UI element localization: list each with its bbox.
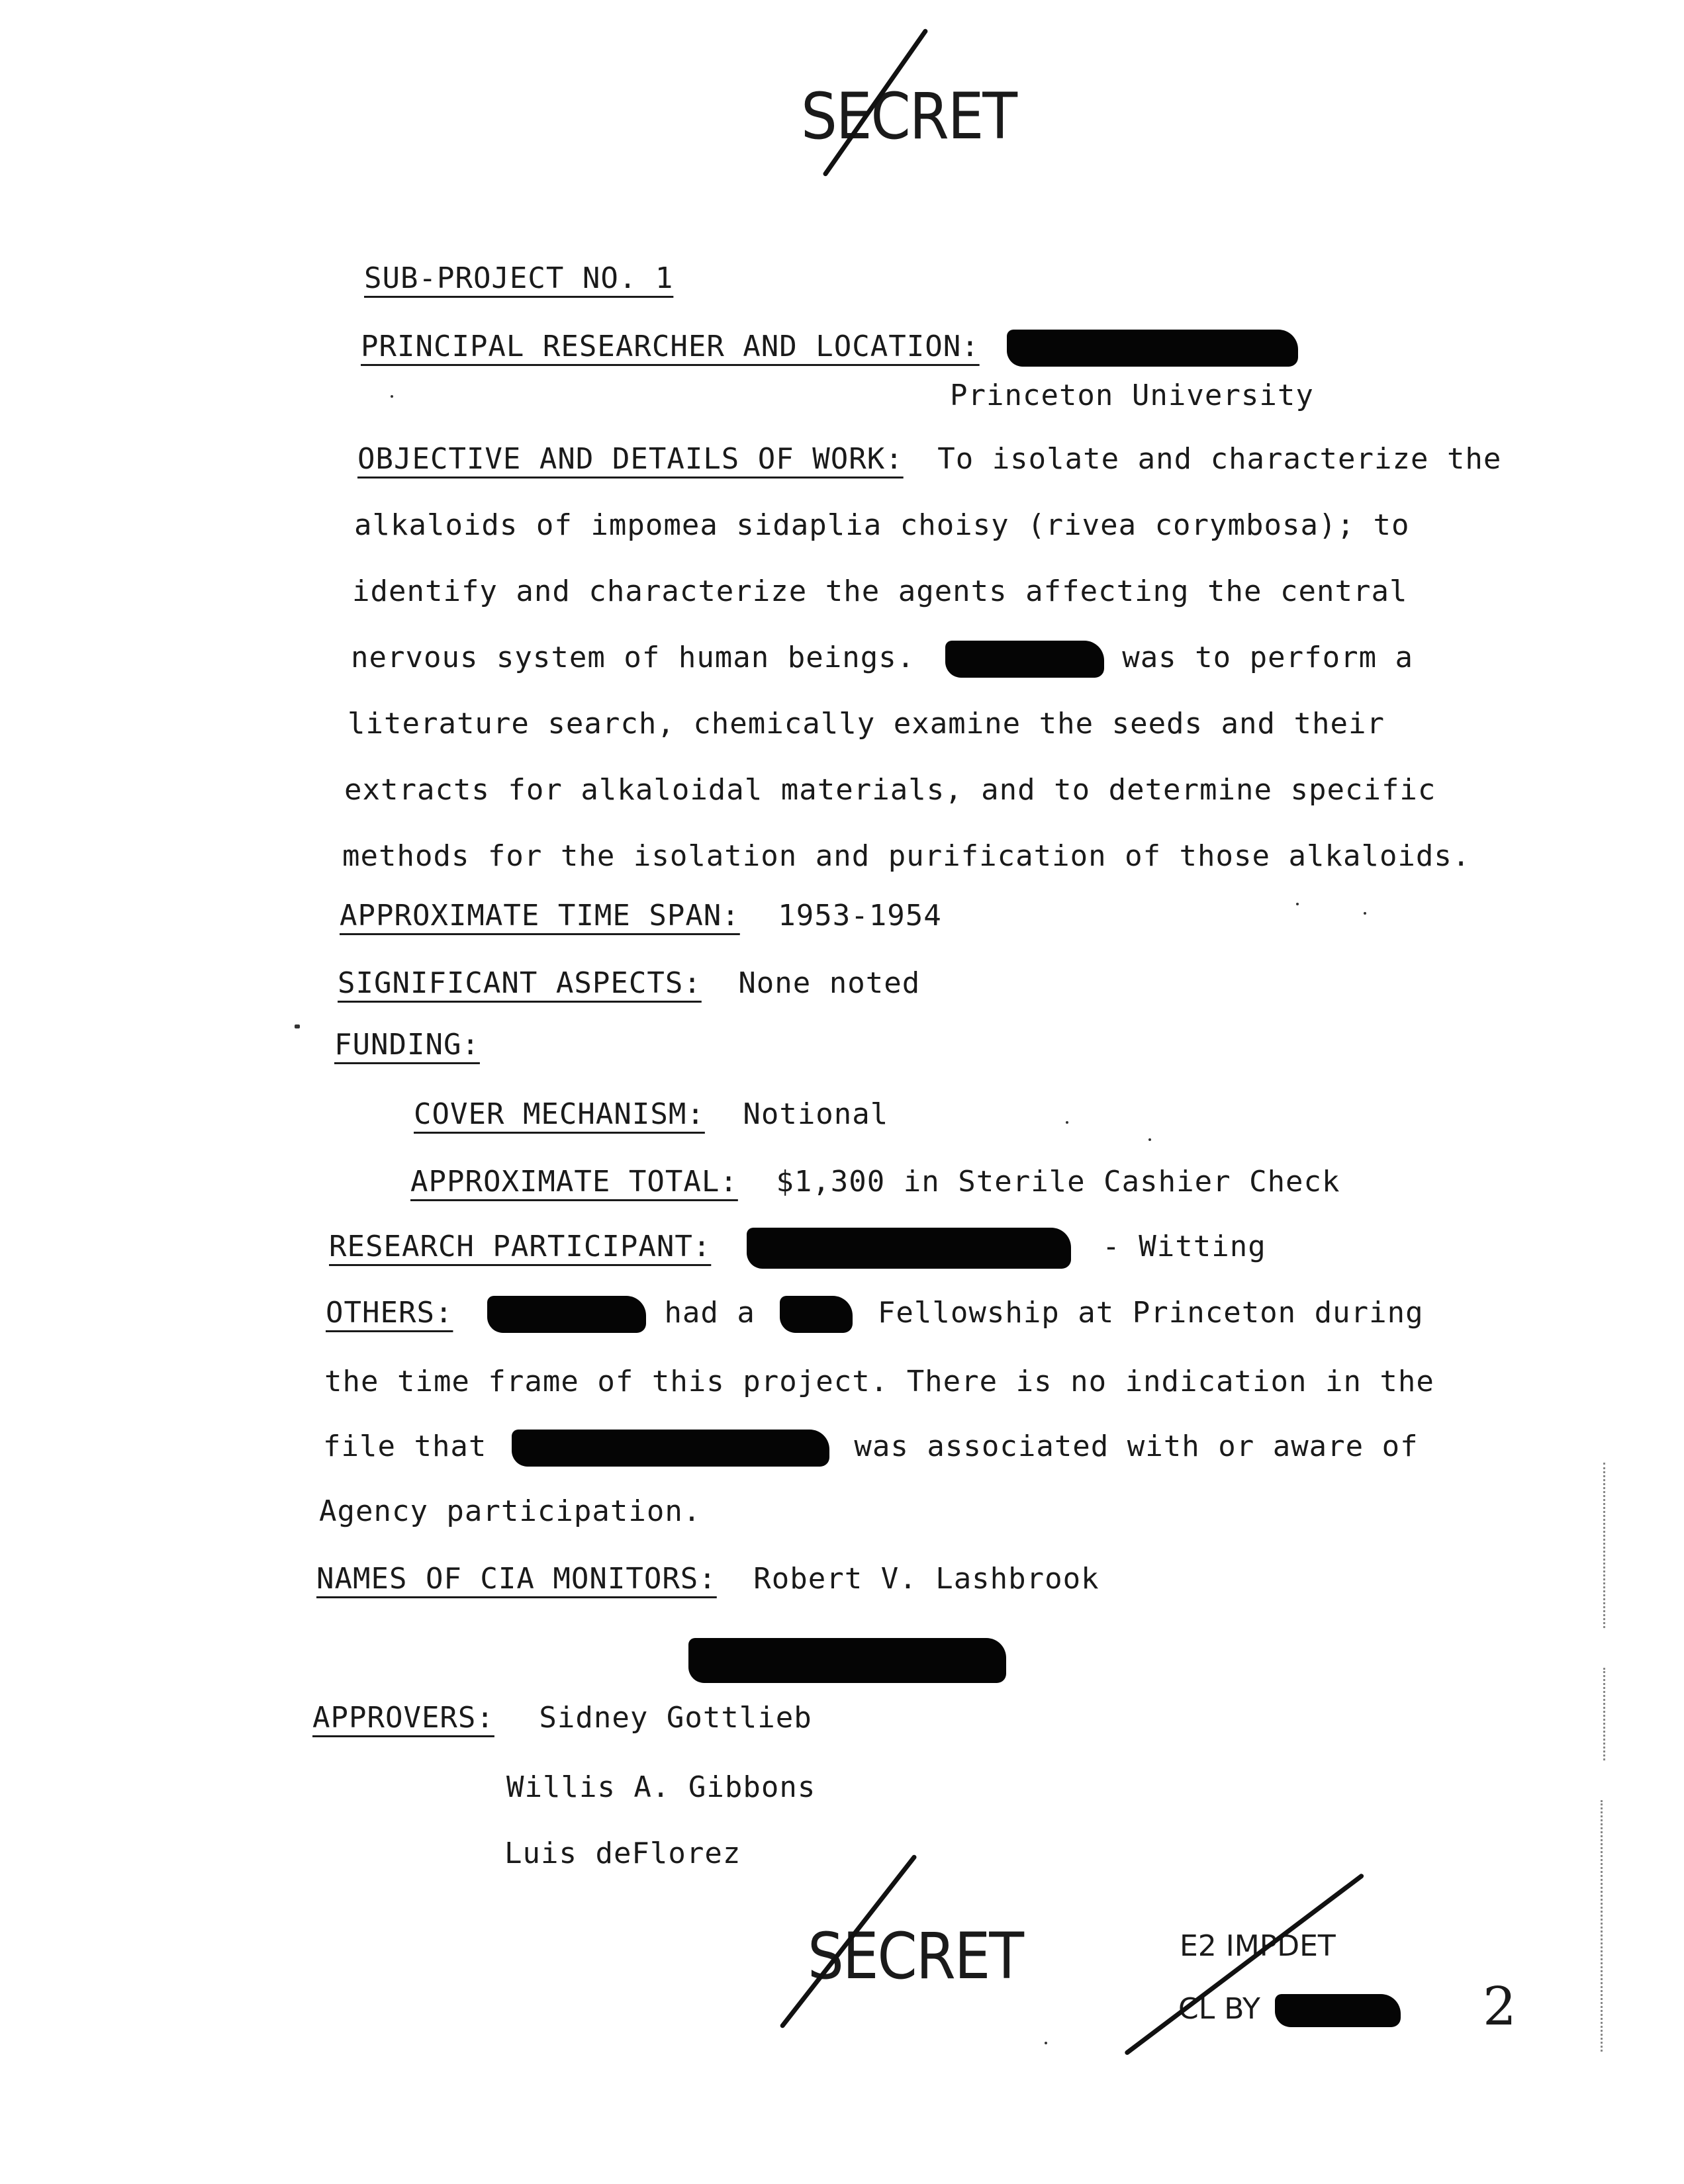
impdet-marking: E2 IMPDET xyxy=(1180,1929,1336,1963)
cl-by-row xyxy=(1178,1992,1401,2027)
researcher-location: Princeton University xyxy=(950,379,1314,412)
principal-researcher-label: PRINCIPAL RESEARCHER AND LOCATION: xyxy=(361,330,980,363)
approver-2: Willis A. Gibbons xyxy=(506,1770,816,1804)
approver-3: Luis deFlorez xyxy=(504,1837,741,1870)
others-text-3a: file that xyxy=(323,1430,487,1463)
objective-text-5: literature search, chemically examine the seeds and their xyxy=(348,707,1385,741)
others-text-4: Agency participation. xyxy=(319,1494,702,1528)
cia-monitors-label: NAMES OF CIA MONITORS: xyxy=(316,1562,717,1596)
objective-text-4b: was to perform a xyxy=(1122,641,1414,674)
time-span-value: 1953-1954 xyxy=(778,899,942,933)
others-text-3b: was associated with or aware of xyxy=(854,1430,1419,1463)
header-secret-stamp: SECRET xyxy=(801,79,1017,154)
redaction-monitor-name xyxy=(688,1638,1006,1683)
scan-speck xyxy=(295,1024,300,1028)
redaction-others-fellowship xyxy=(780,1296,853,1333)
others-text-2: the time frame of this project. There is no indication in the xyxy=(324,1365,1434,1398)
others-text-1a: had a xyxy=(664,1296,755,1330)
objective-row-1 xyxy=(357,442,1501,476)
redaction-researcher-name xyxy=(1007,330,1298,367)
objective-text-6: extracts for alkaloidal materials, and to determine specific xyxy=(344,773,1436,807)
objective-text-2: alkaloids of impomea sidaplia choisy (rivea corymbosa); to xyxy=(354,508,1410,542)
scan-edge-dots xyxy=(1603,1463,1607,1628)
objective-text-3: identify and characterize the agents affecting the central xyxy=(352,574,1408,608)
significant-aspects-row xyxy=(338,966,920,1000)
scan-speck xyxy=(1364,912,1366,915)
impdet-strike xyxy=(1124,1873,1365,2056)
scan-speck xyxy=(1296,903,1299,905)
scan-edge-dots xyxy=(1601,1800,1605,2052)
others-text-1b: Fellowship at Princeton during xyxy=(877,1296,1424,1330)
footer-secret-stamp: SECRET xyxy=(808,1919,1023,1993)
others-label: OTHERS: xyxy=(326,1296,453,1330)
objective-label: OBJECTIVE AND DETAILS OF WORK: xyxy=(357,442,904,476)
scan-edge-dots xyxy=(1603,1668,1607,1760)
cia-monitors-value: Robert V. Lashbrook xyxy=(753,1562,1099,1596)
scan-speck xyxy=(391,395,393,398)
principal-researcher-row xyxy=(361,330,1298,367)
cover-mechanism-value: Notional xyxy=(743,1097,889,1131)
approximate-total-label: APPROXIMATE TOTAL: xyxy=(410,1165,738,1199)
redaction-cl-by xyxy=(1275,1994,1401,2027)
time-span-label: APPROXIMATE TIME SPAN: xyxy=(340,899,740,933)
research-participant-label: RESEARCH PARTICIPANT: xyxy=(329,1230,712,1263)
research-participant-value: - Witting xyxy=(1102,1230,1266,1263)
objective-text-4a: nervous system of human beings. xyxy=(351,641,915,674)
sub-project-number: SUB-PROJECT NO. 1 xyxy=(364,261,674,295)
research-participant-row xyxy=(329,1228,1266,1269)
cia-monitors-row xyxy=(316,1562,1099,1596)
approvers-row xyxy=(312,1701,812,1735)
time-span-row xyxy=(340,899,942,933)
funding-label: FUNDING: xyxy=(334,1028,480,1062)
significant-aspects-label: SIGNIFICANT ASPECTS: xyxy=(338,966,702,1000)
approximate-total-value: $1,300 in Sterile Cashier Check xyxy=(776,1165,1340,1199)
cl-by-label: CL BY xyxy=(1178,1992,1260,2026)
redaction-others-name-2 xyxy=(512,1430,829,1467)
redaction-objective-name xyxy=(945,641,1104,678)
others-row-1 xyxy=(326,1296,1424,1333)
significant-aspects-value: None noted xyxy=(738,966,921,1000)
others-row-3 xyxy=(323,1430,1419,1467)
scan-speck xyxy=(1148,1138,1151,1141)
approvers-label: APPROVERS: xyxy=(312,1701,494,1735)
objective-text-7: methods for the isolation and purification of those alkaloids. xyxy=(342,839,1471,873)
page-number: 2 xyxy=(1483,1976,1517,2037)
approximate-total-row xyxy=(410,1165,1340,1199)
cover-mechanism-row xyxy=(414,1097,888,1131)
objective-text-1: To isolate and characterize the xyxy=(937,442,1502,476)
cover-mechanism-label: COVER MECHANISM: xyxy=(414,1097,705,1131)
scan-speck xyxy=(1045,2042,1047,2044)
scan-speck xyxy=(1066,1121,1068,1124)
redaction-others-name-1 xyxy=(487,1296,646,1333)
objective-row-4 xyxy=(351,641,1413,678)
redaction-participant-name xyxy=(747,1228,1071,1269)
approver-1: Sidney Gottlieb xyxy=(539,1701,812,1735)
